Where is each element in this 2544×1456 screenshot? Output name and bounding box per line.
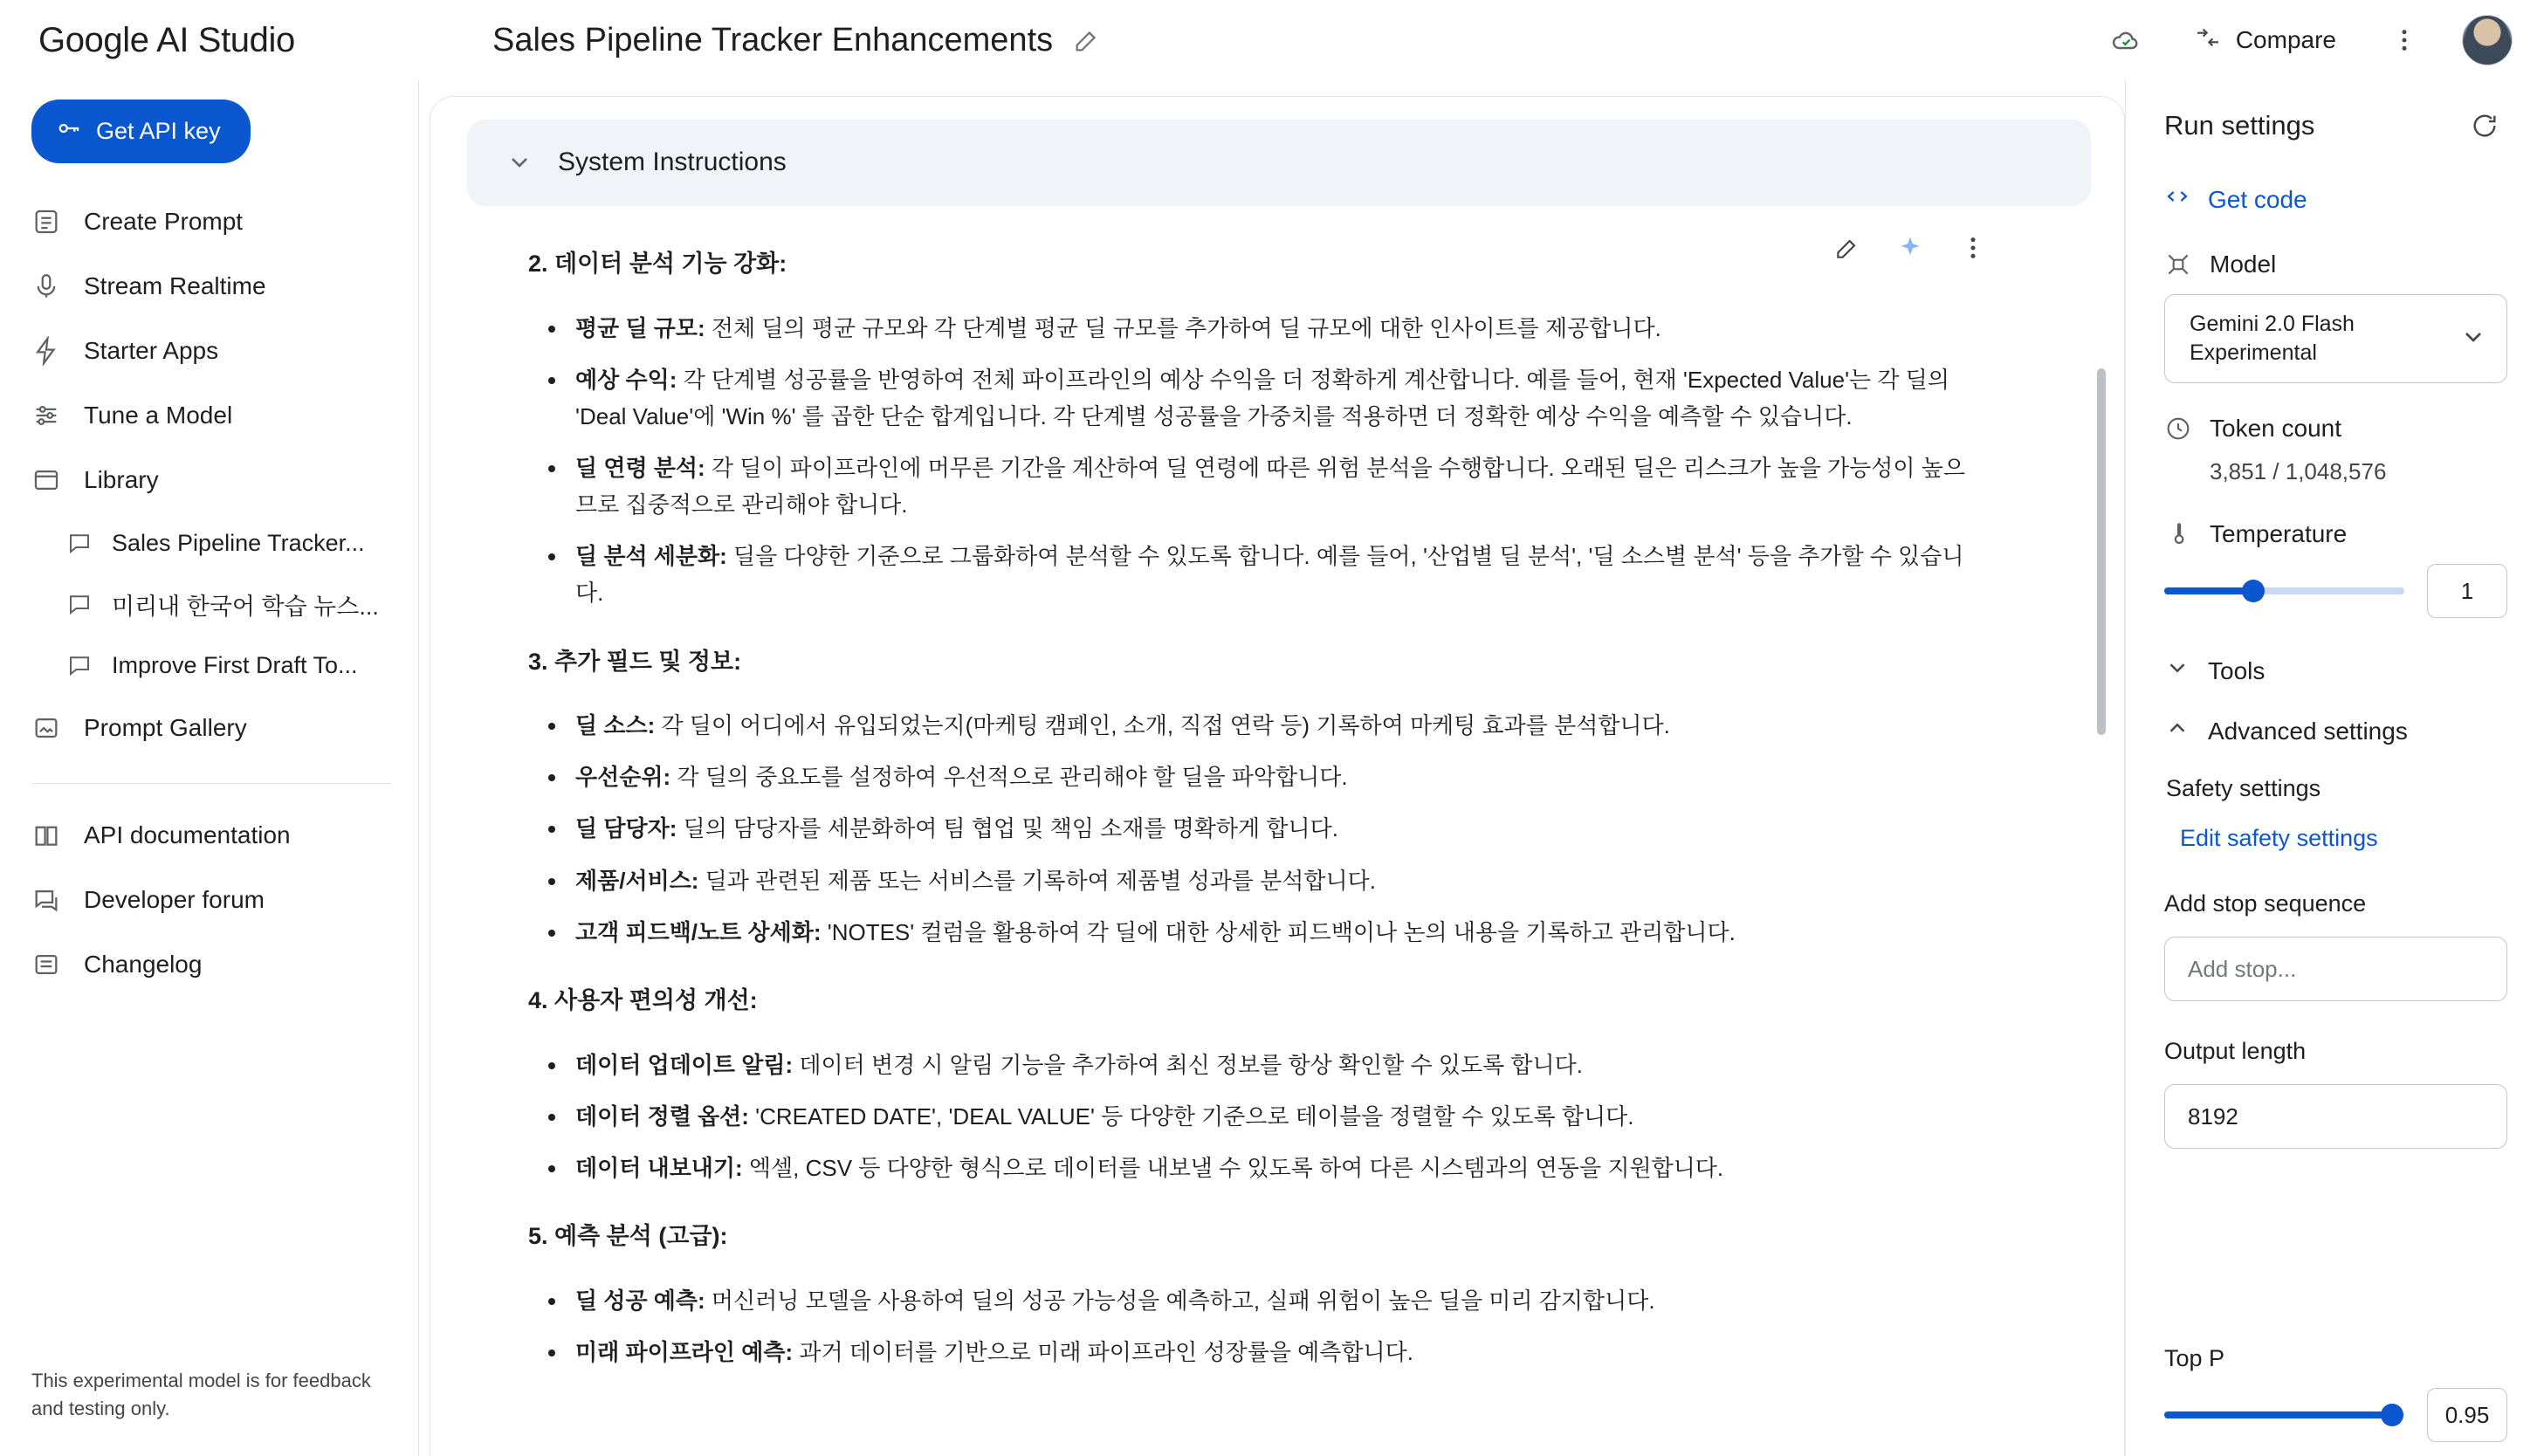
list-item-term: 데이터 내보내기: (575, 1154, 743, 1181)
body (0, 80, 2544, 1456)
sidebar-item-improve-first-draft[interactable] (0, 635, 395, 696)
thermometer-icon (2164, 520, 2192, 548)
list-item-term: 데이터 업데이트 알림: (575, 1051, 794, 1078)
sidebar-item-starter-apps[interactable] (0, 319, 395, 383)
list-item-term: 딜 분석 세분화: (575, 543, 727, 570)
model-select[interactable] (2164, 294, 2507, 383)
list-item (568, 1150, 1984, 1186)
section-list (528, 707, 1984, 951)
list-item-term: 예상 수익: (575, 366, 677, 393)
sidebar-item-tune-a-model[interactable] (0, 383, 395, 448)
output-length-label: Output length (2164, 1038, 2307, 1064)
get-api-key-label: Get API key (96, 118, 221, 144)
temperature-slider-row (2164, 564, 2507, 618)
list-item-text: 각 단계별 성공률을 반영하여 전체 파이프라인의 예상 수익을 더 정확하게 계산합니다. 예를 들어, 현재 'Expected Value'는 각 딜의 'Deal Value'에 'Win %' 를 곱한 단순 합계입니다. 각 단계별 성공률을 가중치를 적용하면 더 정확한 예상 수익을 예측할 수 있습니다. (575, 366, 1949, 429)
forum-icon (31, 885, 61, 915)
list-item (568, 914, 1984, 951)
pencil-icon[interactable] (1827, 228, 1867, 268)
chevron-up-icon (2164, 715, 2190, 747)
edit-safety-settings-link[interactable]: Edit safety settings (2180, 825, 2378, 851)
list-item (568, 538, 1984, 611)
token-count-label: Token count (2210, 415, 2341, 442)
add-stop-sequence-label: Add stop sequence (2164, 890, 2367, 917)
app-brand: Google AI Studio (38, 20, 295, 59)
run-settings-panel (2125, 80, 2544, 1456)
temperature-label: Temperature (2210, 520, 2348, 547)
mic-icon (31, 271, 61, 301)
temperature-value[interactable]: 1 (2427, 564, 2507, 618)
experimental-note: This experimental model is for feedback and testing only. (31, 1370, 371, 1420)
get-api-key-button[interactable] (31, 100, 251, 163)
top-p-value[interactable]: 0.95 (2427, 1388, 2507, 1442)
list-item-term: 미래 파이프라인 예측: (575, 1338, 794, 1365)
list-item-term: 데이터 정렬 옵션: (575, 1102, 749, 1130)
top-bar (0, 0, 2544, 80)
list-item-text: 머신러닝 모델을 사용하여 딜의 성공 가능성을 예측하고, 실패 위험이 높은 딜을 미리 감지합니다. (705, 1287, 1655, 1314)
document-title-group (492, 22, 1102, 59)
section-heading: 4. 사용자 편의성 개선: (528, 986, 758, 1013)
list-item-term: 우선순위: (575, 764, 671, 791)
sidebar-item-create-prompt[interactable] (0, 189, 395, 254)
chevron-down-icon (2459, 323, 2487, 355)
sidebar-item-stream-realtime[interactable] (0, 254, 395, 319)
run-settings-title: Run settings (2164, 110, 2315, 141)
model-select-value: Gemini 2.0 Flash Experimental (2190, 312, 2355, 365)
list-item-text: 전체 딜의 평균 규모와 각 단계별 평균 딜 규모를 추가하여 딜 규모에 대한 인사이트를 제공합니다. (705, 314, 1661, 341)
system-instructions-label: System Instructions (558, 148, 787, 176)
list-item (568, 450, 1984, 523)
list-item-term: 딜 연령 분석: (575, 455, 705, 482)
top-p-slider[interactable] (2164, 1411, 2404, 1418)
more-vertical-icon[interactable] (1953, 228, 1993, 268)
top-p-slider-row (2164, 1388, 2507, 1442)
prompt-document (528, 245, 1984, 1385)
list-item-text: 'NOTES' 컬럼을 활용하여 각 딜에 대한 상세한 피드백이나 논의 내용을 기록하고 관리합니다. (821, 918, 1736, 945)
temperature-row (2164, 520, 2507, 548)
sidebar-item-label: Improve First Draft To... (112, 651, 358, 678)
chat-icon (66, 591, 93, 617)
refresh-icon[interactable] (2462, 103, 2507, 148)
token-count-value: 3,851 / 1,048,576 (2210, 458, 2387, 484)
output-length-input[interactable]: 8192 (2164, 1084, 2507, 1149)
sidebar-item-label: Library (84, 466, 159, 493)
sidebar-item-prompt-gallery[interactable] (0, 696, 395, 760)
temperature-slider[interactable] (2164, 587, 2404, 594)
compare-button[interactable] (2178, 15, 2352, 66)
sidebar-item-changelog[interactable] (0, 932, 395, 997)
book-icon (31, 821, 61, 850)
sparkle-icon[interactable] (1890, 228, 1930, 268)
list-item (568, 862, 1984, 899)
advanced-settings-label: Advanced settings (2208, 717, 2408, 745)
key-icon (56, 115, 82, 148)
list-item (568, 707, 1984, 744)
list-item-text: 딜과 관련된 제품 또는 서비스를 기록하여 제품별 성과를 분석합니다. (698, 867, 1376, 894)
library-icon (31, 465, 61, 495)
sidebar-item-label: Create Prompt (84, 208, 244, 235)
chat-icon (66, 652, 93, 678)
sidebar-item-label: Developer forum (84, 886, 265, 913)
list-item-text: 각 딜의 중요도를 설정하여 우선적으로 관리해야 할 딜을 파악합니다. (670, 764, 1348, 791)
list-icon (31, 950, 61, 979)
chevron-down-icon[interactable] (505, 148, 533, 176)
main-scrollbar[interactable] (2097, 368, 2106, 735)
list-item (568, 310, 1984, 347)
prompt-toolbar (1827, 228, 1993, 268)
model-row (2164, 251, 2507, 278)
section-heading: 2. 데이터 분석 기능 강화: (528, 251, 787, 277)
model-label: Model (2210, 251, 2277, 278)
section-list (528, 1282, 1984, 1370)
list-item-term: 딜 성공 예측: (575, 1287, 705, 1314)
top-p-label: Top P (2164, 1345, 2225, 1371)
list-item-text: 데이터 변경 시 알림 기능을 추가하여 최신 정보를 항상 확인할 수 있도록 합니다. (793, 1051, 1583, 1078)
sidebar-divider (31, 783, 392, 784)
list-item-text: 딜의 담당자를 세분화하여 팀 협업 및 책임 소재를 명확하게 합니다. (677, 815, 1338, 842)
token-count-row (2164, 415, 2507, 443)
compare-icon (2194, 24, 2222, 58)
get-code-button[interactable] (2164, 183, 2507, 216)
tools-section[interactable] (2164, 655, 2507, 687)
chevron-down-icon (2164, 655, 2190, 687)
list-item-text: 엑셀, CSV 등 다양한 형식으로 데이터를 내보낼 수 있도록 하여 다른 시스템과의 연동을 지원합니다. (742, 1154, 1724, 1181)
pencil-icon[interactable] (1072, 25, 1102, 55)
list-item-term: 평균 딜 규모: (575, 314, 705, 341)
cloud-check-icon[interactable] (2103, 17, 2149, 63)
sidebar-item-label: 미리내 한국어 학습 뉴스... (112, 593, 379, 620)
list-item (568, 1047, 1984, 1083)
sidebar-item-label: Prompt Gallery (84, 714, 247, 741)
list-item-text: 과거 데이터를 기반으로 미래 파이프라인 성장률을 예측합니다. (793, 1338, 1413, 1365)
bolt-icon (31, 336, 61, 366)
list-item-term: 제품/서비스: (575, 867, 699, 894)
avatar[interactable] (2462, 15, 2513, 65)
main-content (419, 80, 2125, 1456)
sidebar-item-developer-forum[interactable] (0, 868, 395, 932)
top-bar-actions (2103, 15, 2513, 66)
page-title: Sales Pipeline Tracker Enhancements (492, 21, 1054, 58)
compare-label: Compare (2235, 26, 2336, 53)
safety-settings-label: Safety settings (2166, 775, 2321, 801)
list-item-term: 딜 소스: (575, 712, 656, 739)
model-icon (2164, 251, 2192, 278)
sidebar-item-label: Tune a Model (84, 402, 233, 429)
sidebar-item-api-documentation[interactable] (0, 803, 395, 868)
list-item-text: 딜을 다양한 기준으로 그룹화하여 분석할 수 있도록 합니다. 예를 들어, '산업별 딜 분석', '딜 소스별 분석' 등을 추가할 수 있습니다. (575, 543, 1964, 607)
sidebar-item-label: Stream Realtime (84, 272, 266, 299)
sidebar-item-label: Sales Pipeline Tracker... (112, 529, 365, 556)
get-code-label: Get code (2208, 185, 2307, 213)
list-item-text: 'CREATED DATE', 'DEAL VALUE' 등 다양한 기준으로 테이블을 정렬할 수 있도록 합니다. (748, 1102, 1634, 1130)
list-item (568, 1334, 1984, 1370)
list-item (568, 1282, 1984, 1319)
prompt-card (430, 96, 2125, 1456)
sidebar-item-label: Starter Apps (84, 337, 219, 364)
run-settings-header (2164, 80, 2507, 171)
more-vertical-icon[interactable] (2382, 17, 2427, 63)
sidebar-item-label: Changelog (84, 951, 203, 978)
list-item (568, 361, 1984, 435)
add-stop-input[interactable]: Add stop... (2164, 937, 2507, 1001)
sidebar (0, 80, 419, 1456)
system-instructions-bar[interactable] (467, 120, 2091, 205)
list-item-text: 각 딜이 어디에서 유입되었는지(마케팅 캠페인, 소개, 직접 연락 등) 기록하여 마케팅 효과를 분석합니다. (655, 712, 1670, 739)
section-heading: 5. 예측 분석 (고급): (528, 1222, 728, 1249)
note-add-icon (31, 207, 61, 237)
list-item-term: 딜 담당자: (575, 815, 677, 842)
gallery-icon (31, 713, 61, 743)
list-item (568, 810, 1984, 847)
sidebar-item-label: API documentation (84, 821, 291, 848)
sidebar-item-library[interactable] (0, 448, 395, 512)
list-item-text: 각 딜이 파이프라인에 머무른 기간을 계산하여 딜 연령에 따른 위험 분석을 수행합니다. 오래된 딜은 리스크가 높을 가능성이 높으므로 집중적으로 관리해야 합니다. (575, 455, 1965, 519)
section-heading: 3. 추가 필드 및 정보: (528, 648, 742, 675)
section-list (528, 310, 1984, 612)
section-list (528, 1047, 1984, 1186)
token-icon (2164, 415, 2192, 443)
prompt-scroll-area[interactable] (430, 210, 2124, 1456)
sidebar-item-sales-pipeline-tracker[interactable] (0, 512, 395, 573)
advanced-settings-section[interactable] (2164, 715, 2507, 747)
tune-icon (31, 401, 61, 430)
code-icon (2164, 183, 2190, 216)
tools-label: Tools (2208, 656, 2266, 684)
list-item (568, 759, 1984, 795)
list-item-term: 고객 피드백/노트 상세화: (575, 918, 822, 945)
sidebar-item-korean-news[interactable] (0, 573, 395, 635)
list-item (568, 1098, 1984, 1135)
chat-icon (66, 530, 93, 556)
